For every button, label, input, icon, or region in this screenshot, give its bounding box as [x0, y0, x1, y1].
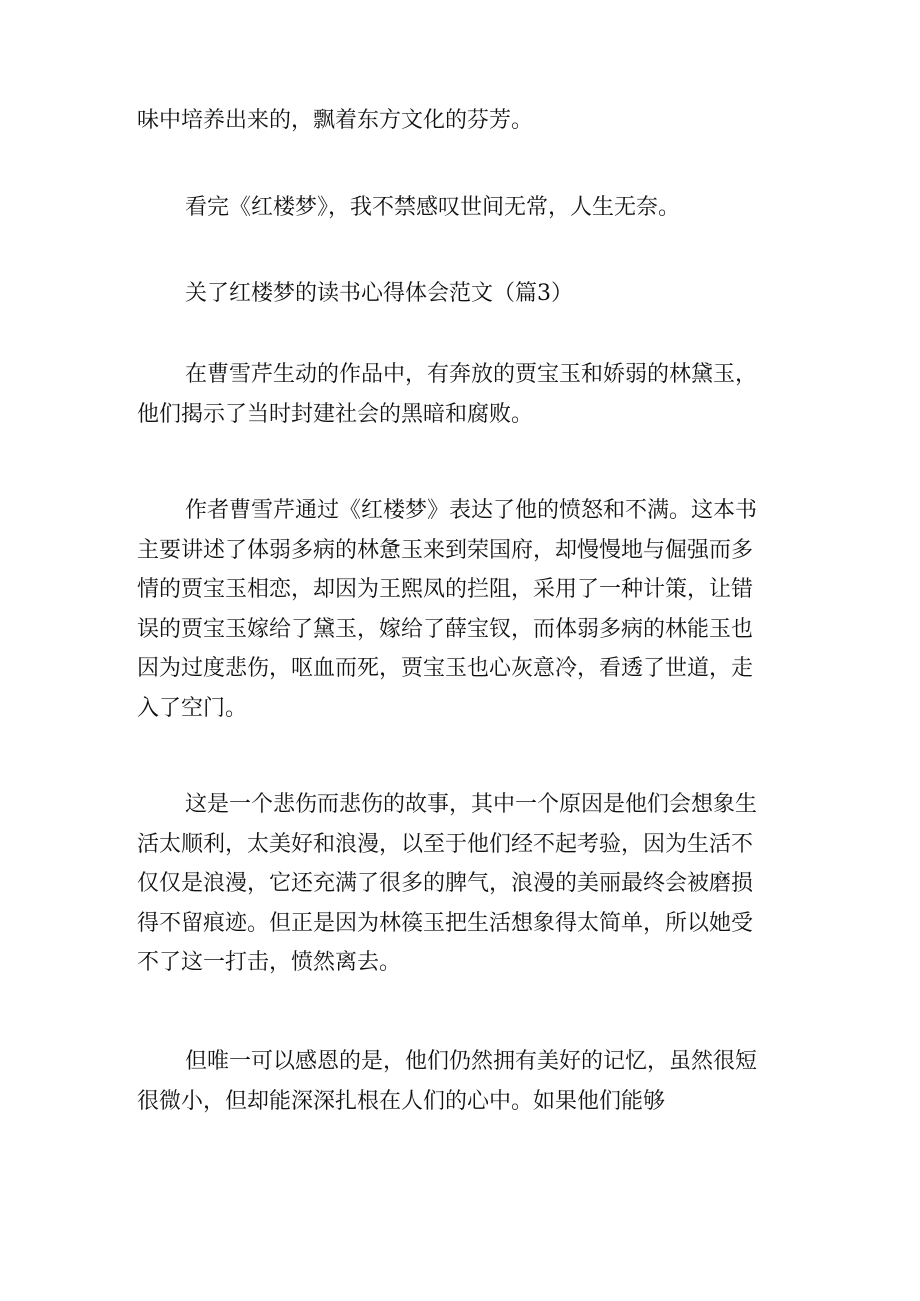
heading-text: 关了红楼梦的读书心得体会范文（篇3）	[185, 281, 573, 306]
text-line: 得不留痕迹。但正是因为林篌玉把生活想象得太简单，所以她受	[137, 910, 754, 936]
section-heading	[137, 274, 797, 314]
text-line: 他们揭示了当时封建社会的黑暗和腐败。	[137, 401, 534, 427]
text-line: 很微小，但却能深深扎根在人们的心中。如果他们能够	[137, 1088, 666, 1114]
text-line: 味中培养出来的，飘着东方文化的芬芳。	[137, 108, 534, 133]
text-line: 误的贾宝玉嫁给了黛玉，嫁给了薛宝钗，而体弱多病的林能玉也	[137, 616, 754, 642]
text-line: 因为过度悲伤，呕血而死，贾宝玉也心灰意冷，看透了世道，走	[137, 656, 754, 681]
text-line: 仅仅是浪漫，它还充满了很多的脾气，浪漫的美丽最终会被磨损	[137, 871, 754, 896]
text-line: 作者曹雪芹通过《红楼梦》表达了他的愤怒和不满。这本书	[185, 498, 758, 523]
text-line: 活太顺利，太美好和浪漫，以至于他们经不起考验，因为生活不	[137, 831, 754, 857]
text-line: 在曹雪芹生动的作品中，有奔放的贾宝玉和娇弱的林黛玉，	[185, 362, 758, 387]
text-line: 入了空门。	[137, 695, 248, 721]
text-line: 这是一个悲伤而悲伤的故事，其中一个原因是他们会想象生	[185, 792, 758, 817]
paragraph-intro	[137, 355, 797, 434]
paragraph-tragedy	[137, 785, 797, 983]
paragraph-plot	[137, 491, 797, 728]
text-line: 不了这一打击，愤然离去。	[137, 950, 402, 975]
text-line: 主要讲述了体弱多病的林惫玉来到荣国府，却慢慢地与倔强而多	[137, 537, 754, 563]
paragraph-sentiment	[137, 188, 797, 228]
paragraph-continuation	[137, 101, 797, 141]
text-line: 情的贾宝玉相恋，却因为王熙凤的拦阻，采用了一种计策，让错	[137, 577, 754, 602]
paragraph-gratitude	[137, 1042, 797, 1121]
text-line: 但唯一可以感恩的是，他们仍然拥有美好的记忆，虽然很短	[185, 1049, 758, 1074]
text-line: 看完《红楼梦》，我不禁感叹世间无常，人生无奈。	[185, 195, 681, 220]
